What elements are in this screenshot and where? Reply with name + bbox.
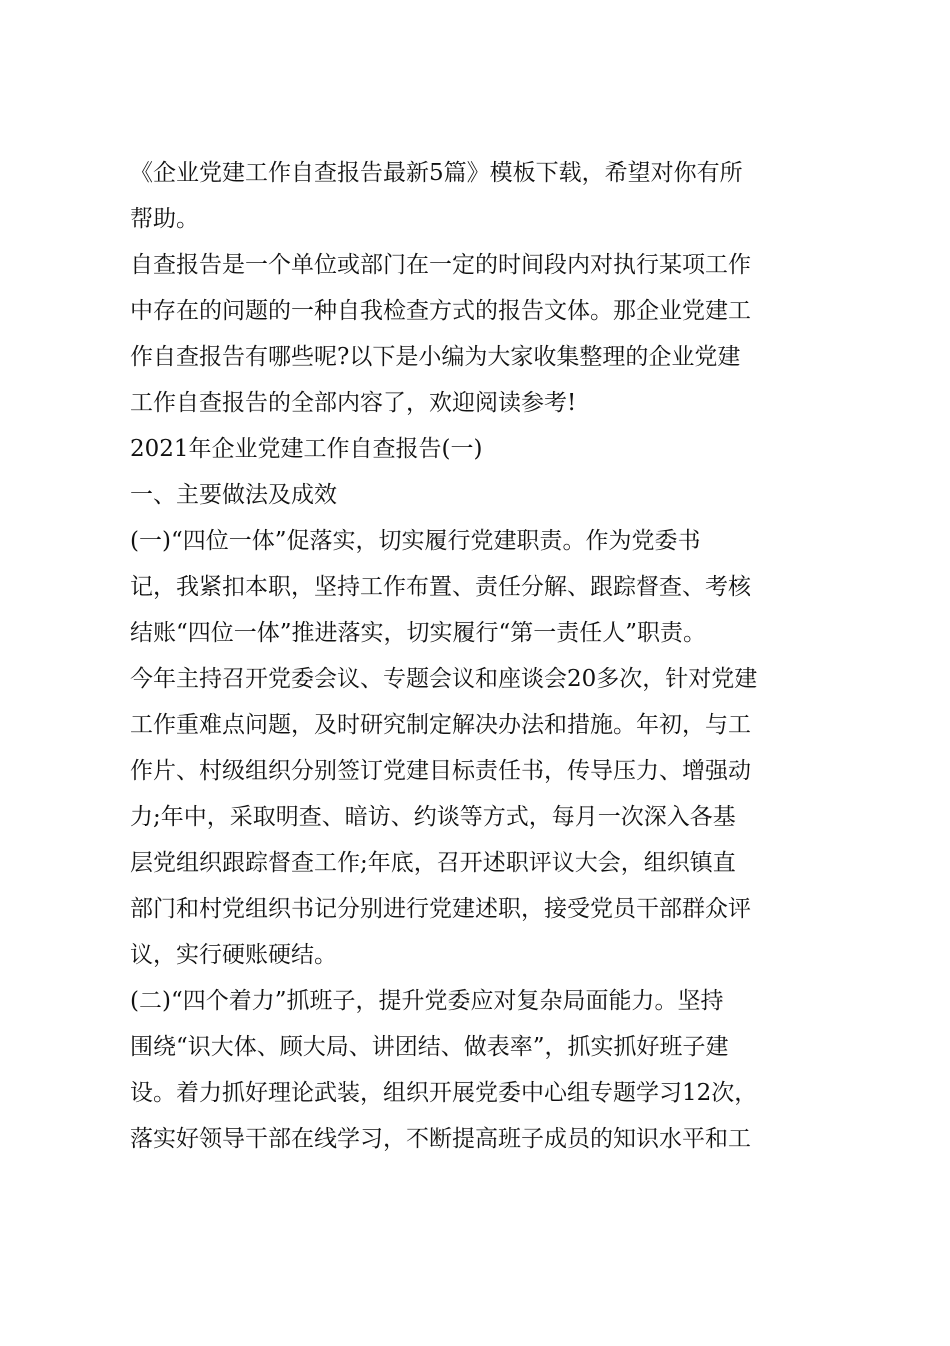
text-line: 工作重难点问题，及时研究制定解决办法和措施。年初，与工: [130, 712, 751, 738]
text-line: 层党组织跟踪督查工作;年底，召开述职评议大会，组织镇直: [130, 850, 736, 876]
text-line: 记，我紧扣本职，坚持工作布置、责任分解、跟踪督查、考核: [130, 574, 751, 600]
text-line: (二)“四个着力”抓班子，提升党委应对复杂局面能力。坚持: [130, 988, 724, 1014]
text-line: (一)“四位一体”促落实，切实履行党建职责。作为党委书: [130, 528, 701, 554]
text-line: 《企业党建工作自查报告最新5篇》模板下载，希望对你有所: [130, 160, 743, 186]
text-line: 结账“四位一体”推进落实，切实履行“第一责任人”职责。: [130, 620, 707, 646]
text-line: 作自查报告有哪些呢?以下是小编为大家收集整理的企业党建: [130, 344, 741, 370]
text-line: 中存在的问题的一种自我检查方式的报告文体。那企业党建工: [130, 298, 751, 324]
text-line: 今年主持召开党委会议、专题会议和座谈会20多次，针对党建: [130, 666, 758, 692]
text-line: 围绕“识大体、顾大局、讲团结、做表率”，抓实抓好班子建: [130, 1034, 729, 1060]
text-line: 议，实行硬账硬结。: [130, 942, 337, 968]
text-line: 部门和村党组织书记分别进行党建述职，接受党员干部群众评: [130, 896, 751, 922]
text-line: 作片、村级组织分别签订党建目标责任书，传导压力、增强动: [130, 758, 751, 784]
text-line: 设。着力抓好理论武装，组织开展党委中心组专题学习12次，: [130, 1080, 758, 1106]
text-line: 工作自查报告的全部内容了，欢迎阅读参考!: [130, 390, 577, 416]
subsection-heading: 一、主要做法及成效: [130, 482, 337, 508]
document-body: [130, 150, 825, 1162]
text-line: 力;年中，采取明查、暗访、约谈等方式，每月一次深入各基: [130, 804, 736, 830]
text-line: 落实好领导干部在线学习，不断提高班子成员的知识水平和工: [130, 1126, 751, 1152]
text-line: 自查报告是一个单位或部门在一定的时间段内对执行某项工作: [130, 252, 751, 278]
section-heading: 2021年企业党建工作自查报告(一): [130, 436, 483, 462]
text-line: 帮助。: [130, 206, 199, 232]
